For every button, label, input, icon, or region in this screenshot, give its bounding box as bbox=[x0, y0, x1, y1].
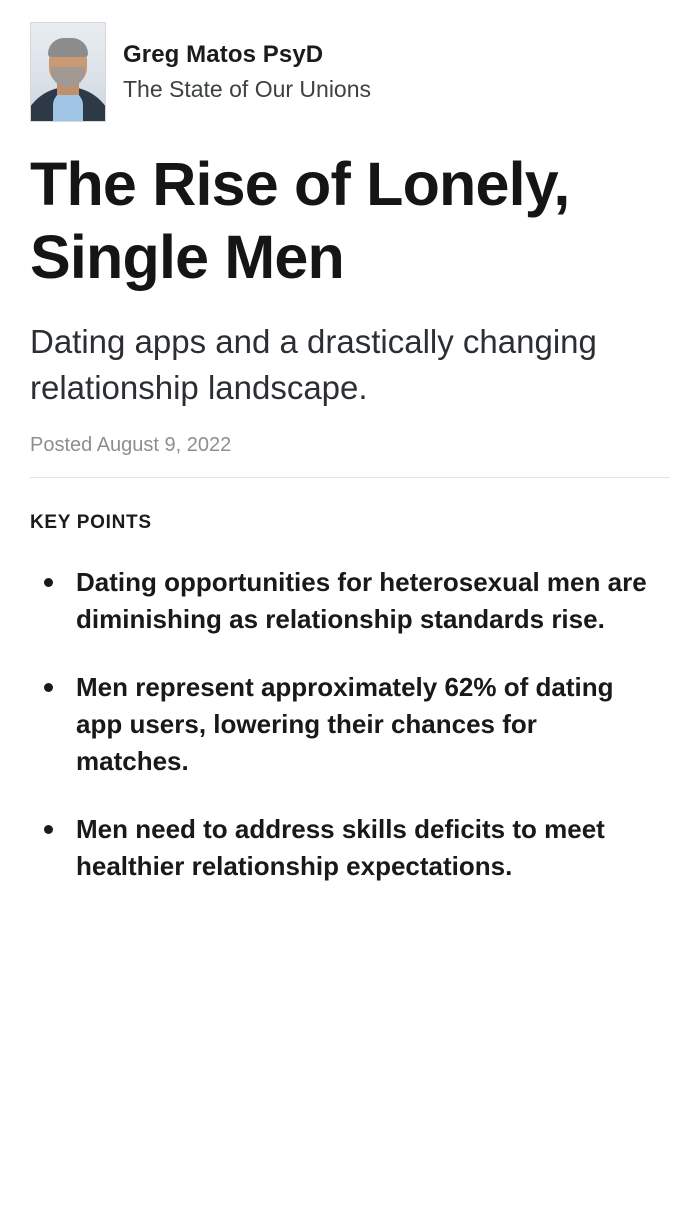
author-text-block bbox=[123, 41, 371, 103]
author-name[interactable]: Greg Matos PsyD bbox=[123, 41, 324, 68]
key-points-list bbox=[30, 564, 670, 884]
author-blog-title[interactable]: The State of Our Unions bbox=[123, 76, 372, 102]
author-byline bbox=[30, 22, 670, 122]
page-title: The Rise of Lonely, Single Men bbox=[30, 150, 570, 291]
avatar[interactable] bbox=[30, 22, 106, 122]
avatar-hair-shape bbox=[48, 38, 88, 57]
list-item: Dating opportunities for heterosexual men are diminishing as relationship standards rise. bbox=[40, 564, 655, 638]
key-points-heading: KEY POINTS bbox=[30, 512, 152, 534]
article-subtitle: Dating apps and a drastically changing relationship landscape. bbox=[30, 323, 597, 406]
list-item: Men need to address skills deficits to meet healthier relationship expectations. bbox=[40, 811, 655, 885]
posted-date: Posted August 9, 2022 bbox=[30, 434, 232, 457]
list-item: Men represent approximately 62% of dating app users, lowering their chances for matches. bbox=[40, 669, 655, 780]
avatar-shirt-shape bbox=[53, 91, 83, 122]
divider bbox=[30, 477, 670, 478]
